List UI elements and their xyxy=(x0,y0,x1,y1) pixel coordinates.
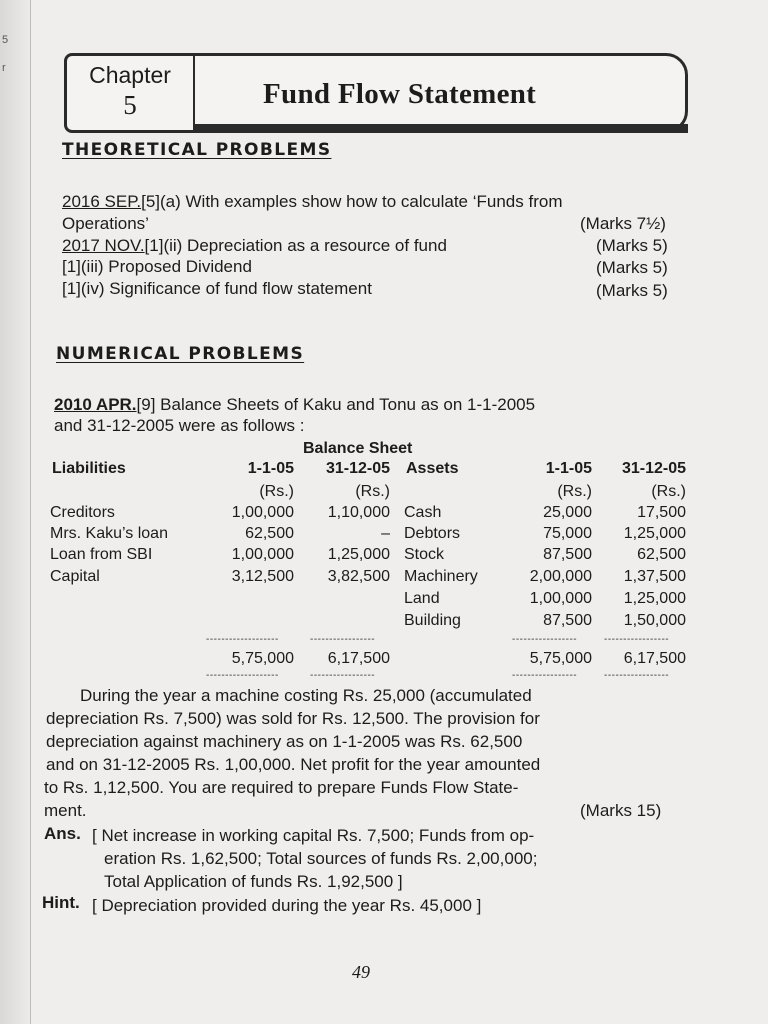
asset-value: 25,000 xyxy=(543,504,592,521)
asset-value: 1,25,000 xyxy=(623,525,686,542)
header-assets: Assets xyxy=(406,460,459,477)
theory-text: [5](a) With examples show how to calculate ‘Funds from xyxy=(141,192,563,211)
paragraph-line: depreciation against machinery as on 1-1-2005 was Rs. 62,500 xyxy=(46,732,523,751)
paragraph-marks: (Marks 15) xyxy=(580,801,662,820)
answer-line: Total Application of funds Rs. 1,92,500 ] xyxy=(104,872,403,891)
problem-intro xyxy=(54,395,535,415)
answer-label: Ans. xyxy=(44,824,81,843)
theory-item xyxy=(62,214,149,234)
problem-intro-line2: and 31-12-2005 were as follows : xyxy=(54,416,305,435)
hint-text: [ Depreciation provided during the year Rs. 45,000 ] xyxy=(92,896,482,915)
total-rule: ----------------- xyxy=(604,670,670,681)
paragraph-line: and on 31-12-2005 Rs. 1,00,000. Net profit for the year amounted xyxy=(46,755,541,774)
liability-name: Mrs. Kaku’s loan xyxy=(50,525,168,542)
asset-value: 75,000 xyxy=(543,525,592,542)
liability-value: 1,00,000 xyxy=(231,504,294,521)
liability-value: 1,00,000 xyxy=(231,546,294,563)
total-rule: ------------------- xyxy=(206,670,279,681)
paragraph-line: depreciation Rs. 7,500) was sold for Rs. 12,500. The provision for xyxy=(46,709,540,728)
liability-value: – xyxy=(381,525,390,542)
theory-text: [1](iv) Significance of fund flow statement xyxy=(62,279,372,298)
liability-value: 62,500 xyxy=(245,525,294,542)
asset-value: 87,500 xyxy=(543,612,592,629)
unit-label: (Rs.) xyxy=(651,483,686,500)
theory-text: [1](ii) Depreciation as a resource of fund xyxy=(144,236,447,255)
theory-date: 2017 NOV. xyxy=(62,236,145,255)
chapter-label-box xyxy=(67,56,195,130)
gutter-mark: 5 xyxy=(2,34,9,46)
header-asset-date1: 1-1-05 xyxy=(545,460,592,477)
asset-value: 1,50,000 xyxy=(623,612,686,629)
header-liab-date1: 1-1-05 xyxy=(247,460,294,477)
asset-value: 1,00,000 xyxy=(529,590,592,607)
total-rule: ----------------- xyxy=(310,634,376,645)
chapter-title: Fund Flow Statement xyxy=(263,78,537,110)
unit-label: (Rs.) xyxy=(259,483,294,500)
gutter-mark: r xyxy=(2,62,6,74)
theory-text: [1](iii) Proposed Dividend xyxy=(62,257,252,276)
asset-value: 17,500 xyxy=(637,504,686,521)
asset-name: Stock xyxy=(404,546,445,563)
page-number: 49 xyxy=(352,962,370,982)
theory-item xyxy=(62,257,252,277)
asset-name: Machinery xyxy=(404,568,478,585)
asset-name: Building xyxy=(404,612,461,629)
asset-name: Debtors xyxy=(404,525,461,542)
theory-marks: (Marks 5) xyxy=(596,236,668,255)
chapter-header-box xyxy=(64,53,688,133)
header-liab-date2: 31-12-05 xyxy=(325,460,390,477)
liability-name: Capital xyxy=(50,568,100,585)
theory-marks: (Marks 5) xyxy=(596,281,668,300)
asset-name: Land xyxy=(404,590,440,607)
asset-value: 1,25,000 xyxy=(623,590,686,607)
asset-name: Cash xyxy=(404,504,442,521)
header-asset-date2: 31-12-05 xyxy=(621,460,686,477)
liability-value: 1,25,000 xyxy=(327,546,390,563)
liability-name: Loan from SBI xyxy=(50,546,153,563)
numerical-heading: NUMERICAL PROBLEMS xyxy=(56,344,305,364)
asset-value: 2,00,000 xyxy=(529,568,592,585)
unit-label: (Rs.) xyxy=(355,483,390,500)
balance-sheet-title: Balance Sheet xyxy=(303,440,413,457)
theory-marks: (Marks 5) xyxy=(596,258,668,277)
chapter-underline-bar xyxy=(194,124,688,133)
theory-text: Operations’ xyxy=(62,214,149,233)
theory-item xyxy=(62,279,372,299)
theory-item xyxy=(62,236,447,256)
asset-value: 87,500 xyxy=(543,546,592,563)
total-value: 5,75,000 xyxy=(529,650,592,667)
total-rule: ----------------- xyxy=(604,634,670,645)
theory-date: 2016 SEP. xyxy=(62,192,142,211)
problem-intro-text: [9] Balance Sheets of Kaku and Tonu as on 1-1-2005 xyxy=(136,395,536,414)
problem-date: 2010 APR. xyxy=(54,395,137,414)
hint-label: Hint. xyxy=(42,893,80,912)
unit-label: (Rs.) xyxy=(557,483,592,500)
chapter-word: Chapter xyxy=(89,62,171,88)
total-rule: ------------------- xyxy=(206,634,279,645)
total-rule: ----------------- xyxy=(512,670,578,681)
total-value: 6,17,500 xyxy=(327,650,390,667)
liability-value: 3,82,500 xyxy=(327,568,390,585)
total-value: 5,75,000 xyxy=(231,650,294,667)
answer-line: [ Net increase in working capital Rs. 7,500; Funds from op- xyxy=(92,826,535,845)
header-liabilities: Liabilities xyxy=(52,460,126,477)
liability-value: 3,12,500 xyxy=(231,568,294,585)
total-rule: ----------------- xyxy=(512,634,578,645)
total-value: 6,17,500 xyxy=(623,650,686,667)
theory-marks: (Marks 7½) xyxy=(580,214,666,233)
answer-line: eration Rs. 1,62,500; Total sources of funds Rs. 2,00,000; xyxy=(104,849,538,868)
liability-value: 1,10,000 xyxy=(327,504,390,521)
paragraph-line: During the year a machine costing Rs. 25,000 (accumulated xyxy=(80,686,532,705)
theoretical-heading: THEORETICAL PROBLEMS xyxy=(62,140,332,160)
liability-name: Creditors xyxy=(50,504,115,521)
asset-value: 1,37,500 xyxy=(623,568,686,585)
paragraph-line: to Rs. 1,12,500. You are required to prepare Funds Flow State- xyxy=(44,778,519,797)
total-rule: ----------------- xyxy=(310,670,376,681)
theory-item xyxy=(62,192,562,212)
paragraph-line: ment. xyxy=(44,801,87,820)
chapter-number: 5 xyxy=(123,90,137,120)
asset-value: 62,500 xyxy=(637,546,686,563)
